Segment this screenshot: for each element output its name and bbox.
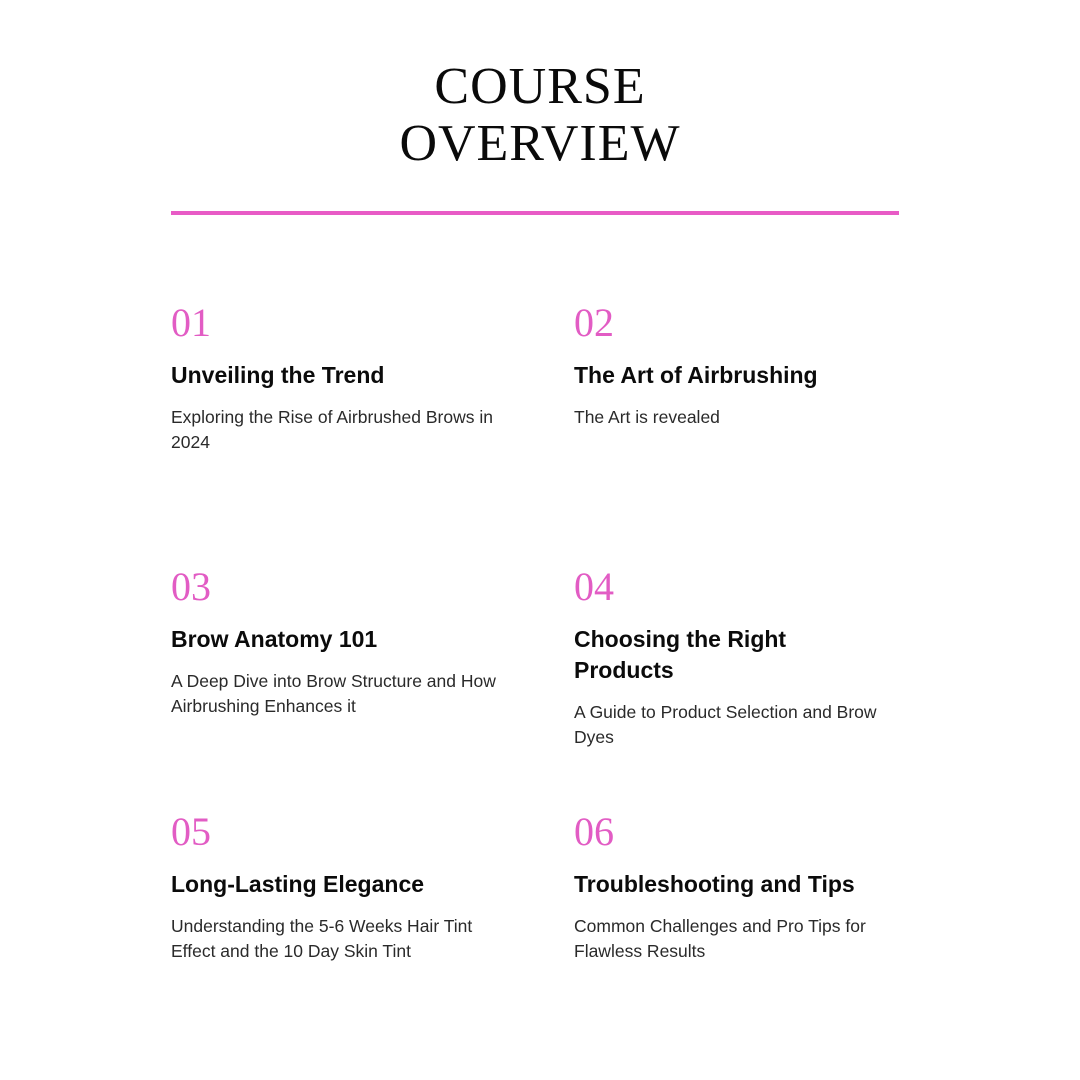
course-item-6 <box>574 809 904 964</box>
item-number: 02 <box>574 300 614 345</box>
item-number: 05 <box>171 809 211 854</box>
course-item-2 <box>574 300 904 430</box>
page-title <box>0 58 1080 172</box>
item-heading: Troubleshooting and Tips <box>574 871 855 897</box>
item-number: 03 <box>171 564 211 609</box>
item-heading: Brow Anatomy 101 <box>171 626 378 652</box>
title-line-2: OVERVIEW <box>399 115 681 172</box>
item-number: 06 <box>574 809 614 854</box>
item-heading: Unveiling the Trend <box>171 362 385 388</box>
item-description: A Deep Dive into Brow Structure and How Airbrushing Enhances it <box>171 671 496 716</box>
item-description: Understanding the 5-6 Weeks Hair Tint Effect and the 10 Day Skin Tint <box>171 916 473 961</box>
item-heading: The Art of Airbrushing <box>574 362 818 388</box>
item-number: 04 <box>574 564 614 609</box>
course-item-3 <box>171 564 501 719</box>
item-heading: Long-Lasting Elegance <box>171 871 425 897</box>
item-description: Common Challenges and Pro Tips for Flawless Results <box>574 916 866 961</box>
item-description: The Art is revealed <box>574 407 720 427</box>
item-number: 01 <box>171 300 211 345</box>
divider <box>171 211 899 215</box>
course-item-1 <box>171 300 501 455</box>
item-description: Exploring the Rise of Airbrushed Brows in 2024 <box>171 407 493 452</box>
course-item-5 <box>171 809 501 964</box>
title-line-1: COURSE <box>434 58 646 115</box>
item-description: A Guide to Product Selection and Brow Dyes <box>574 702 877 747</box>
item-heading: Choosing the Right Products <box>574 626 787 683</box>
course-item-4 <box>574 564 904 750</box>
